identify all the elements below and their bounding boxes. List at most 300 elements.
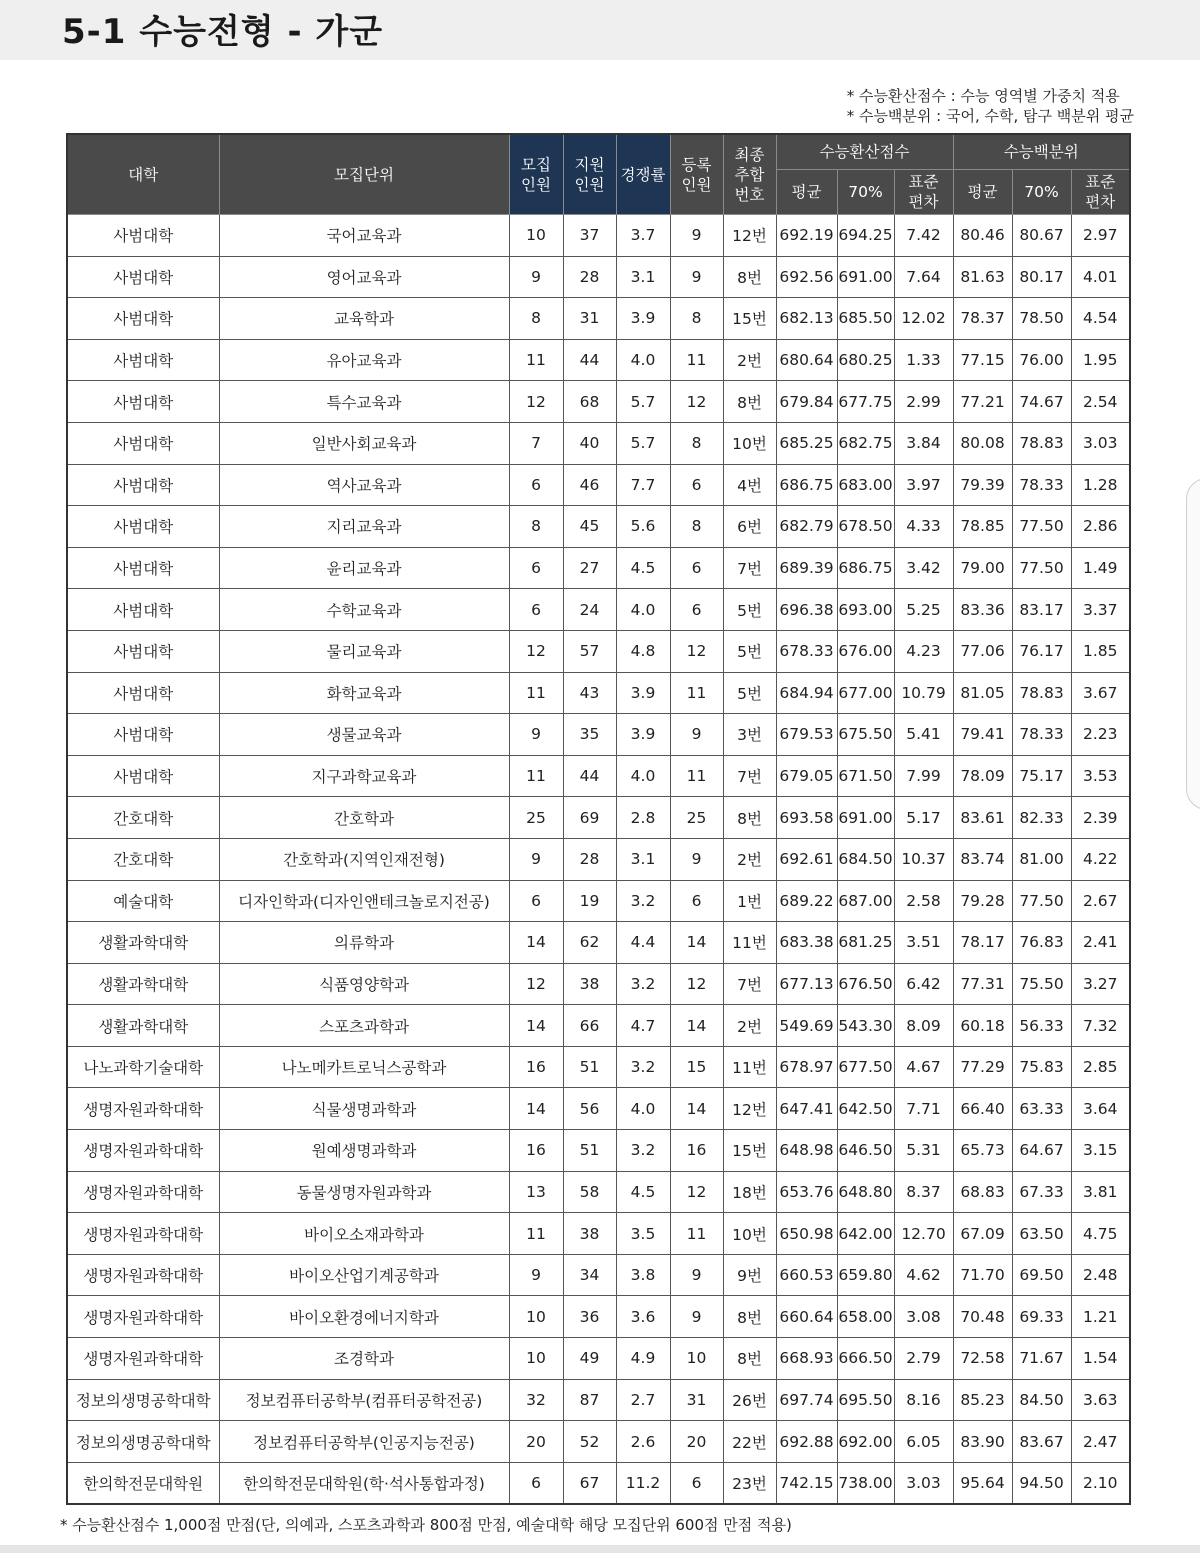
cell-cs-70: 691.00 [837, 797, 894, 839]
cell-apply: 44 [563, 755, 616, 797]
cell-unit: 간호학과 [219, 797, 509, 839]
cell-final-rank: 8번 [723, 797, 776, 839]
cell-cs-70: 658.00 [837, 1296, 894, 1338]
cell-unit: 나노메카트로닉스공학과 [219, 1046, 509, 1088]
cell-registered: 8 [670, 506, 723, 548]
cell-pc-sd: 1.85 [1071, 630, 1130, 672]
cell-college: 사범대학 [67, 506, 219, 548]
cell-ratio: 3.7 [616, 215, 670, 257]
cell-pc-avg: 81.05 [953, 672, 1012, 714]
cell-pc-70: 78.33 [1012, 714, 1071, 756]
cell-final-rank: 26번 [723, 1379, 776, 1421]
cell-pc-sd: 3.37 [1071, 589, 1130, 631]
cell-cs-avg: 679.05 [776, 755, 837, 797]
cell-ratio: 2.6 [616, 1421, 670, 1463]
table-row [67, 422, 1130, 464]
note-line: * 수능환산점수 : 수능 영역별 가중치 적용 [846, 87, 1120, 105]
cell-final-rank: 5번 [723, 589, 776, 631]
cell-recruit: 6 [509, 1462, 563, 1504]
cell-unit: 한의학전문대학원(학·석사통합과정) [219, 1462, 509, 1504]
table-row [67, 1005, 1130, 1047]
cell-recruit: 6 [509, 547, 563, 589]
cell-ratio: 4.5 [616, 547, 670, 589]
cell-ratio: 2.7 [616, 1379, 670, 1421]
cell-pc-70: 76.83 [1012, 922, 1071, 964]
cell-cs-sd: 7.42 [894, 215, 953, 257]
cell-recruit: 9 [509, 1254, 563, 1296]
cell-apply: 35 [563, 714, 616, 756]
table-row [67, 1046, 1130, 1088]
cell-pc-70: 78.50 [1012, 298, 1071, 340]
cell-pc-70: 75.17 [1012, 755, 1071, 797]
cell-final-rank: 5번 [723, 630, 776, 672]
cell-college: 사범대학 [67, 381, 219, 423]
cell-recruit: 10 [509, 1296, 563, 1338]
cell-college: 나노과학기술대학 [67, 1046, 219, 1088]
cell-registered: 9 [670, 256, 723, 298]
table-row [67, 547, 1130, 589]
cell-cs-sd: 5.41 [894, 714, 953, 756]
cell-unit: 수학교육과 [219, 589, 509, 631]
cell-pc-sd: 3.63 [1071, 1379, 1130, 1421]
cell-college: 사범대학 [67, 422, 219, 464]
cell-apply: 36 [563, 1296, 616, 1338]
cell-cs-sd: 7.64 [894, 256, 953, 298]
cell-college: 생명자원과학대학 [67, 1254, 219, 1296]
cell-pc-70: 78.33 [1012, 464, 1071, 506]
header-pc-70: 70% [1012, 170, 1071, 215]
cell-registered: 6 [670, 880, 723, 922]
cell-apply: 31 [563, 298, 616, 340]
cell-college: 정보의생명공학대학 [67, 1421, 219, 1463]
cell-cs-avg: 683.38 [776, 922, 837, 964]
cell-final-rank: 12번 [723, 1088, 776, 1130]
cell-pc-sd: 2.97 [1071, 215, 1130, 257]
cell-registered: 11 [670, 339, 723, 381]
table-row [67, 1088, 1130, 1130]
cell-cs-70: 659.80 [837, 1254, 894, 1296]
cell-final-rank: 7번 [723, 755, 776, 797]
cell-cs-70: 676.50 [837, 963, 894, 1005]
cell-unit: 디자인학과(디자인앤테크놀로지전공) [219, 880, 509, 922]
cell-cs-sd: 7.71 [894, 1088, 953, 1130]
cell-pc-avg: 78.17 [953, 922, 1012, 964]
cell-college: 간호대학 [67, 838, 219, 880]
cell-unit: 간호학과(지역인재전형) [219, 838, 509, 880]
cell-pc-70: 77.50 [1012, 880, 1071, 922]
cell-final-rank: 22번 [723, 1421, 776, 1463]
cell-ratio: 4.8 [616, 630, 670, 672]
cell-cs-sd: 4.62 [894, 1254, 953, 1296]
cell-ratio: 4.4 [616, 922, 670, 964]
cell-recruit: 9 [509, 838, 563, 880]
cell-apply: 49 [563, 1338, 616, 1380]
cell-registered: 20 [670, 1421, 723, 1463]
cell-cs-70: 681.25 [837, 922, 894, 964]
cell-unit: 국어교육과 [219, 215, 509, 257]
cell-final-rank: 2번 [723, 838, 776, 880]
cell-apply: 45 [563, 506, 616, 548]
cell-recruit: 6 [509, 589, 563, 631]
table-row [67, 506, 1130, 548]
cell-cs-avg: 678.33 [776, 630, 837, 672]
cell-ratio: 5.7 [616, 381, 670, 423]
cell-ratio: 2.8 [616, 797, 670, 839]
cell-cs-avg: 693.58 [776, 797, 837, 839]
table-row [67, 714, 1130, 756]
cell-apply: 69 [563, 797, 616, 839]
cell-cs-sd: 3.84 [894, 422, 953, 464]
cell-cs-70: 543.30 [837, 1005, 894, 1047]
cell-registered: 12 [670, 1171, 723, 1213]
cell-pc-70: 64.67 [1012, 1130, 1071, 1172]
cell-ratio: 4.0 [616, 1088, 670, 1130]
cell-final-rank: 6번 [723, 506, 776, 548]
cell-pc-70: 80.17 [1012, 256, 1071, 298]
table-row [67, 630, 1130, 672]
cell-cs-70: 687.00 [837, 880, 894, 922]
cell-final-rank: 1번 [723, 880, 776, 922]
cell-pc-avg: 77.06 [953, 630, 1012, 672]
cell-cs-avg: 692.19 [776, 215, 837, 257]
cell-cs-avg: 742.15 [776, 1462, 837, 1504]
header-final-rank: 최종 추합 번호 [723, 134, 776, 215]
cell-registered: 9 [670, 1296, 723, 1338]
cell-recruit: 25 [509, 797, 563, 839]
cell-final-rank: 7번 [723, 547, 776, 589]
table-row [67, 298, 1130, 340]
cell-pc-70: 82.33 [1012, 797, 1071, 839]
cell-cs-sd: 10.79 [894, 672, 953, 714]
cell-college: 사범대학 [67, 589, 219, 631]
cell-recruit: 32 [509, 1379, 563, 1421]
cell-final-rank: 8번 [723, 381, 776, 423]
cell-apply: 37 [563, 215, 616, 257]
cell-registered: 9 [670, 1254, 723, 1296]
cell-registered: 10 [670, 1338, 723, 1380]
cell-registered: 6 [670, 589, 723, 631]
cell-ratio: 3.1 [616, 256, 670, 298]
table-row [67, 215, 1130, 257]
cell-pc-sd: 2.86 [1071, 506, 1130, 548]
cell-recruit: 16 [509, 1046, 563, 1088]
header-registered: 등록 인원 [670, 134, 723, 215]
cell-recruit: 11 [509, 672, 563, 714]
cell-pc-avg: 78.09 [953, 755, 1012, 797]
table-row [67, 797, 1130, 839]
cell-ratio: 4.0 [616, 339, 670, 381]
cell-cs-sd: 3.97 [894, 464, 953, 506]
cell-college: 생명자원과학대학 [67, 1213, 219, 1255]
cell-pc-avg: 78.85 [953, 506, 1012, 548]
cell-final-rank: 9번 [723, 1254, 776, 1296]
cell-recruit: 7 [509, 422, 563, 464]
cell-apply: 87 [563, 1379, 616, 1421]
cell-unit: 정보컴퓨터공학부(컴퓨터공학전공) [219, 1379, 509, 1421]
table-row [67, 755, 1130, 797]
cell-registered: 6 [670, 547, 723, 589]
cell-unit: 일반사회교육과 [219, 422, 509, 464]
cell-pc-sd: 3.53 [1071, 755, 1130, 797]
cell-pc-sd: 2.67 [1071, 880, 1130, 922]
cell-college: 사범대학 [67, 256, 219, 298]
cell-college: 사범대학 [67, 714, 219, 756]
cell-registered: 11 [670, 672, 723, 714]
cell-college: 간호대학 [67, 797, 219, 839]
cell-college: 생명자원과학대학 [67, 1296, 219, 1338]
cell-ratio: 4.0 [616, 589, 670, 631]
header-ratio: 경쟁률 [616, 134, 670, 215]
cell-cs-sd: 3.42 [894, 547, 953, 589]
cell-college: 사범대학 [67, 547, 219, 589]
cell-cs-sd: 4.23 [894, 630, 953, 672]
cell-unit: 유아교육과 [219, 339, 509, 381]
cell-unit: 바이오환경에너지학과 [219, 1296, 509, 1338]
admission-results-table [66, 133, 1131, 1505]
cell-final-rank: 11번 [723, 1046, 776, 1088]
header-cs-70: 70% [837, 170, 894, 215]
cell-pc-avg: 79.41 [953, 714, 1012, 756]
cell-ratio: 3.6 [616, 1296, 670, 1338]
cell-pc-70: 56.33 [1012, 1005, 1071, 1047]
cell-cs-sd: 5.31 [894, 1130, 953, 1172]
cell-unit: 특수교육과 [219, 381, 509, 423]
cell-cs-sd: 12.70 [894, 1213, 953, 1255]
cell-ratio: 3.2 [616, 1130, 670, 1172]
cell-cs-avg: 689.39 [776, 547, 837, 589]
cell-final-rank: 8번 [723, 1338, 776, 1380]
cell-cs-avg: 679.84 [776, 381, 837, 423]
cell-recruit: 10 [509, 1338, 563, 1380]
cell-cs-avg: 677.13 [776, 963, 837, 1005]
cell-cs-sd: 6.42 [894, 963, 953, 1005]
cell-recruit: 12 [509, 963, 563, 1005]
cell-college: 사범대학 [67, 464, 219, 506]
cell-registered: 12 [670, 630, 723, 672]
table-row [67, 589, 1130, 631]
cell-recruit: 20 [509, 1421, 563, 1463]
cell-registered: 14 [670, 1088, 723, 1130]
cell-pc-70: 84.50 [1012, 1379, 1071, 1421]
cell-pc-70: 77.50 [1012, 547, 1071, 589]
cell-cs-70: 686.75 [837, 547, 894, 589]
table-row [67, 922, 1130, 964]
cell-pc-avg: 81.63 [953, 256, 1012, 298]
cell-pc-avg: 70.48 [953, 1296, 1012, 1338]
cell-pc-sd: 2.39 [1071, 797, 1130, 839]
cell-cs-70: 671.50 [837, 755, 894, 797]
cell-registered: 6 [670, 1462, 723, 1504]
header-cs-avg: 평균 [776, 170, 837, 215]
cell-registered: 14 [670, 1005, 723, 1047]
cell-college: 사범대학 [67, 630, 219, 672]
cell-unit: 영어교육과 [219, 256, 509, 298]
cell-cs-avg: 650.98 [776, 1213, 837, 1255]
cell-pc-avg: 71.70 [953, 1254, 1012, 1296]
scroll-handle[interactable] [1186, 478, 1200, 810]
cell-pc-70: 76.17 [1012, 630, 1071, 672]
cell-registered: 8 [670, 298, 723, 340]
cell-final-rank: 10번 [723, 422, 776, 464]
cell-cs-sd: 8.37 [894, 1171, 953, 1213]
cell-pc-avg: 77.29 [953, 1046, 1012, 1088]
cell-pc-avg: 79.00 [953, 547, 1012, 589]
cell-pc-70: 81.00 [1012, 838, 1071, 880]
cell-pc-avg: 60.18 [953, 1005, 1012, 1047]
cell-pc-sd: 4.22 [1071, 838, 1130, 880]
cell-college: 사범대학 [67, 215, 219, 257]
cell-cs-avg: 692.56 [776, 256, 837, 298]
cell-cs-avg: 660.53 [776, 1254, 837, 1296]
cell-college: 사범대학 [67, 672, 219, 714]
cell-apply: 57 [563, 630, 616, 672]
cell-unit: 역사교육과 [219, 464, 509, 506]
cell-pc-70: 63.50 [1012, 1213, 1071, 1255]
cell-ratio: 3.2 [616, 963, 670, 1005]
cell-pc-70: 63.33 [1012, 1088, 1071, 1130]
cell-pc-sd: 2.47 [1071, 1421, 1130, 1463]
table-row [67, 381, 1130, 423]
cell-cs-avg: 685.25 [776, 422, 837, 464]
cell-registered: 31 [670, 1379, 723, 1421]
cell-cs-sd: 12.02 [894, 298, 953, 340]
cell-registered: 8 [670, 422, 723, 464]
cell-pc-sd: 1.54 [1071, 1338, 1130, 1380]
cell-recruit: 8 [509, 298, 563, 340]
cell-ratio: 3.1 [616, 838, 670, 880]
cell-college: 예술대학 [67, 880, 219, 922]
cell-apply: 58 [563, 1171, 616, 1213]
cell-pc-avg: 77.15 [953, 339, 1012, 381]
cell-cs-avg: 679.53 [776, 714, 837, 756]
cell-pc-sd: 1.28 [1071, 464, 1130, 506]
notes [847, 86, 1134, 126]
header-cs-sd: 표준 편차 [894, 170, 953, 215]
cell-pc-avg: 78.37 [953, 298, 1012, 340]
cell-college: 생명자원과학대학 [67, 1171, 219, 1213]
table-body [67, 215, 1130, 1505]
cell-apply: 28 [563, 838, 616, 880]
cell-college: 한의학전문대학원 [67, 1462, 219, 1504]
cell-cs-70: 694.25 [837, 215, 894, 257]
cell-pc-sd: 2.48 [1071, 1254, 1130, 1296]
cell-pc-avg: 65.73 [953, 1130, 1012, 1172]
cell-pc-sd: 7.32 [1071, 1005, 1130, 1047]
header-college: 대학 [67, 134, 219, 215]
footer-note: * 수능환산점수 1,000점 만점(단, 의예과, 스포츠과학과 800점 만점, 예술대학 해당 모집단위 600점 만점 적용) [60, 1516, 792, 1534]
cell-cs-avg: 668.93 [776, 1338, 837, 1380]
cell-ratio: 3.5 [616, 1213, 670, 1255]
header-recruit: 모집 인원 [509, 134, 563, 215]
cell-recruit: 11 [509, 755, 563, 797]
cell-cs-70: 666.50 [837, 1338, 894, 1380]
cell-pc-sd: 3.67 [1071, 672, 1130, 714]
cell-pc-70: 71.67 [1012, 1338, 1071, 1380]
cell-registered: 9 [670, 838, 723, 880]
table-row [67, 1254, 1130, 1296]
cell-recruit: 10 [509, 215, 563, 257]
cell-cs-sd: 3.03 [894, 1462, 953, 1504]
header-unit: 모집단위 [219, 134, 509, 215]
table-row [67, 464, 1130, 506]
cell-pc-70: 83.17 [1012, 589, 1071, 631]
cell-pc-sd: 2.23 [1071, 714, 1130, 756]
table-row [67, 1296, 1130, 1338]
cell-recruit: 12 [509, 381, 563, 423]
cell-pc-avg: 80.08 [953, 422, 1012, 464]
table-row [67, 1462, 1130, 1504]
cell-cs-avg: 549.69 [776, 1005, 837, 1047]
cell-unit: 원예생명과학과 [219, 1130, 509, 1172]
cell-college: 사범대학 [67, 755, 219, 797]
cell-apply: 46 [563, 464, 616, 506]
cell-registered: 9 [670, 215, 723, 257]
cell-apply: 44 [563, 339, 616, 381]
cell-pc-sd: 4.01 [1071, 256, 1130, 298]
cell-unit: 물리교육과 [219, 630, 509, 672]
cell-pc-sd: 2.85 [1071, 1046, 1130, 1088]
cell-unit: 윤리교육과 [219, 547, 509, 589]
cell-apply: 51 [563, 1130, 616, 1172]
table-row [67, 838, 1130, 880]
cell-pc-70: 75.50 [1012, 963, 1071, 1005]
cell-registered: 15 [670, 1046, 723, 1088]
cell-apply: 68 [563, 381, 616, 423]
cell-recruit: 6 [509, 464, 563, 506]
cell-cs-sd: 5.17 [894, 797, 953, 839]
cell-cs-avg: 648.98 [776, 1130, 837, 1172]
bottom-band [0, 1545, 1200, 1553]
cell-unit: 의류학과 [219, 922, 509, 964]
cell-cs-70: 693.00 [837, 589, 894, 631]
cell-college: 생활과학대학 [67, 922, 219, 964]
cell-apply: 28 [563, 256, 616, 298]
cell-pc-sd: 1.95 [1071, 339, 1130, 381]
header-apply: 지원 인원 [563, 134, 616, 215]
cell-final-rank: 12번 [723, 215, 776, 257]
cell-unit: 식품영양학과 [219, 963, 509, 1005]
cell-cs-70: 676.00 [837, 630, 894, 672]
cell-pc-70: 76.00 [1012, 339, 1071, 381]
cell-college: 정보의생명공학대학 [67, 1379, 219, 1421]
cell-cs-70: 677.00 [837, 672, 894, 714]
cell-ratio: 3.9 [616, 672, 670, 714]
cell-cs-sd: 2.58 [894, 880, 953, 922]
cell-pc-avg: 66.40 [953, 1088, 1012, 1130]
cell-final-rank: 7번 [723, 963, 776, 1005]
page-title: 5-1 수능전형 - 가군 [62, 12, 384, 52]
cell-unit: 스포츠과학과 [219, 1005, 509, 1047]
cell-unit: 화학교육과 [219, 672, 509, 714]
cell-pc-avg: 85.23 [953, 1379, 1012, 1421]
cell-cs-70: 646.50 [837, 1130, 894, 1172]
cell-registered: 12 [670, 963, 723, 1005]
cell-registered: 12 [670, 381, 723, 423]
cell-cs-70: 680.25 [837, 339, 894, 381]
cell-cs-avg: 680.64 [776, 339, 837, 381]
cell-recruit: 14 [509, 1005, 563, 1047]
cell-ratio: 7.7 [616, 464, 670, 506]
cell-cs-avg: 697.74 [776, 1379, 837, 1421]
table-row [67, 1213, 1130, 1255]
cell-apply: 51 [563, 1046, 616, 1088]
cell-registered: 14 [670, 922, 723, 964]
cell-registered: 9 [670, 714, 723, 756]
cell-cs-sd: 2.99 [894, 381, 953, 423]
cell-pc-sd: 4.75 [1071, 1213, 1130, 1255]
cell-unit: 동물생명자원과학과 [219, 1171, 509, 1213]
cell-final-rank: 5번 [723, 672, 776, 714]
